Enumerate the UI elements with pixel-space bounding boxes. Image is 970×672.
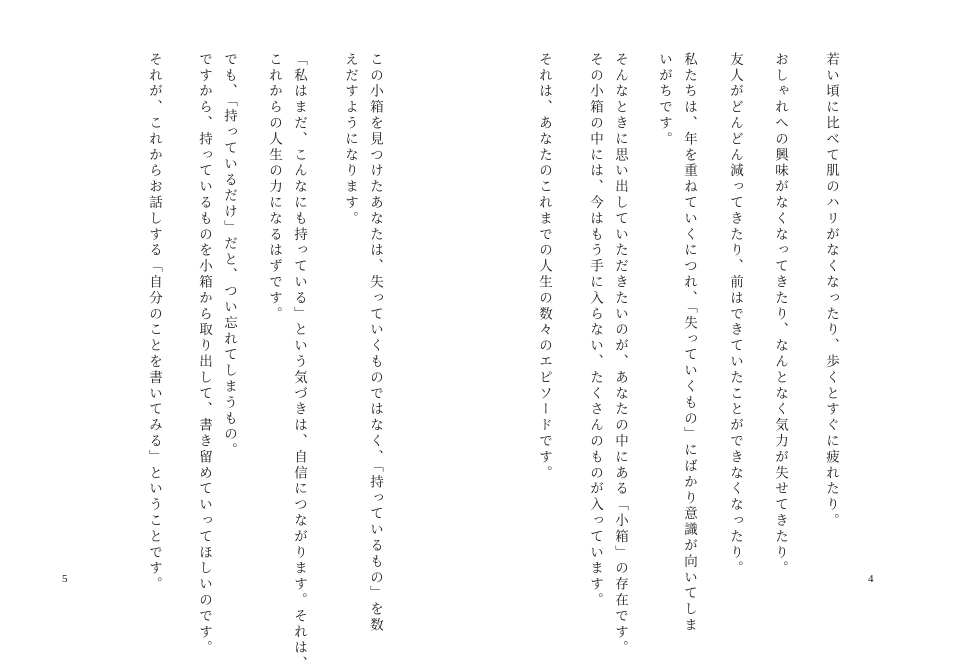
right-page-line-7: そんなときに思い出していただきたいのが、あなたの中にある「小箱」の存在です。 xyxy=(612,52,628,657)
right-page-number: 4 xyxy=(868,573,874,585)
left-page-line-10: それが、これからお話しする「自分のことを書いてみる」ということです。 xyxy=(146,52,162,593)
right-page-line-4: 私たちは、年を重ねていくにつれ、「失っていくもの」にばかり意識が向いてしま xyxy=(681,52,697,634)
left-page-line-8: ですから、持っているものを小箱から取り出して、書き留めていってほしいのです。 xyxy=(196,52,212,657)
left-page-line-4: 「私はまだ、こんなにも持っている」という気づきは、自信につながります。それは、 xyxy=(291,52,307,672)
right-page-line-3: 友人がどんどん減ってきたり、前はできていたことができなくなったり。 xyxy=(727,52,743,577)
right-page-line-8: その小箱の中には、今はもう手に入らない、たくさんのものが入っています。 xyxy=(587,52,603,609)
left-page-line-2: えだすようになります。 xyxy=(342,52,358,227)
right-page-line-10: それは、あなたのこれまでの人生の数々のエピソードです。 xyxy=(536,52,552,482)
left-page-number: 5 xyxy=(62,573,68,585)
left-page-line-5: これからの人生の力になるはずです。 xyxy=(266,52,282,323)
right-page-line-2: おしゃれへの興味がなくなってきたり、なんとなく気力が失せてきたり。 xyxy=(772,52,788,577)
right-page-line-5: いがちです。 xyxy=(656,52,672,148)
left-page-line-1: この小箱を見つけたあなたは、失っていくものではなく、「持っているもの」を数 xyxy=(367,52,383,634)
right-page-line-1: 若い頃に比べて肌のハリがなくなったり、歩くとすぐに疲れたり。 xyxy=(823,52,839,529)
left-page-line-7: でも、「持っているだけ」だと、つい忘れてしまうもの。 xyxy=(221,52,237,459)
